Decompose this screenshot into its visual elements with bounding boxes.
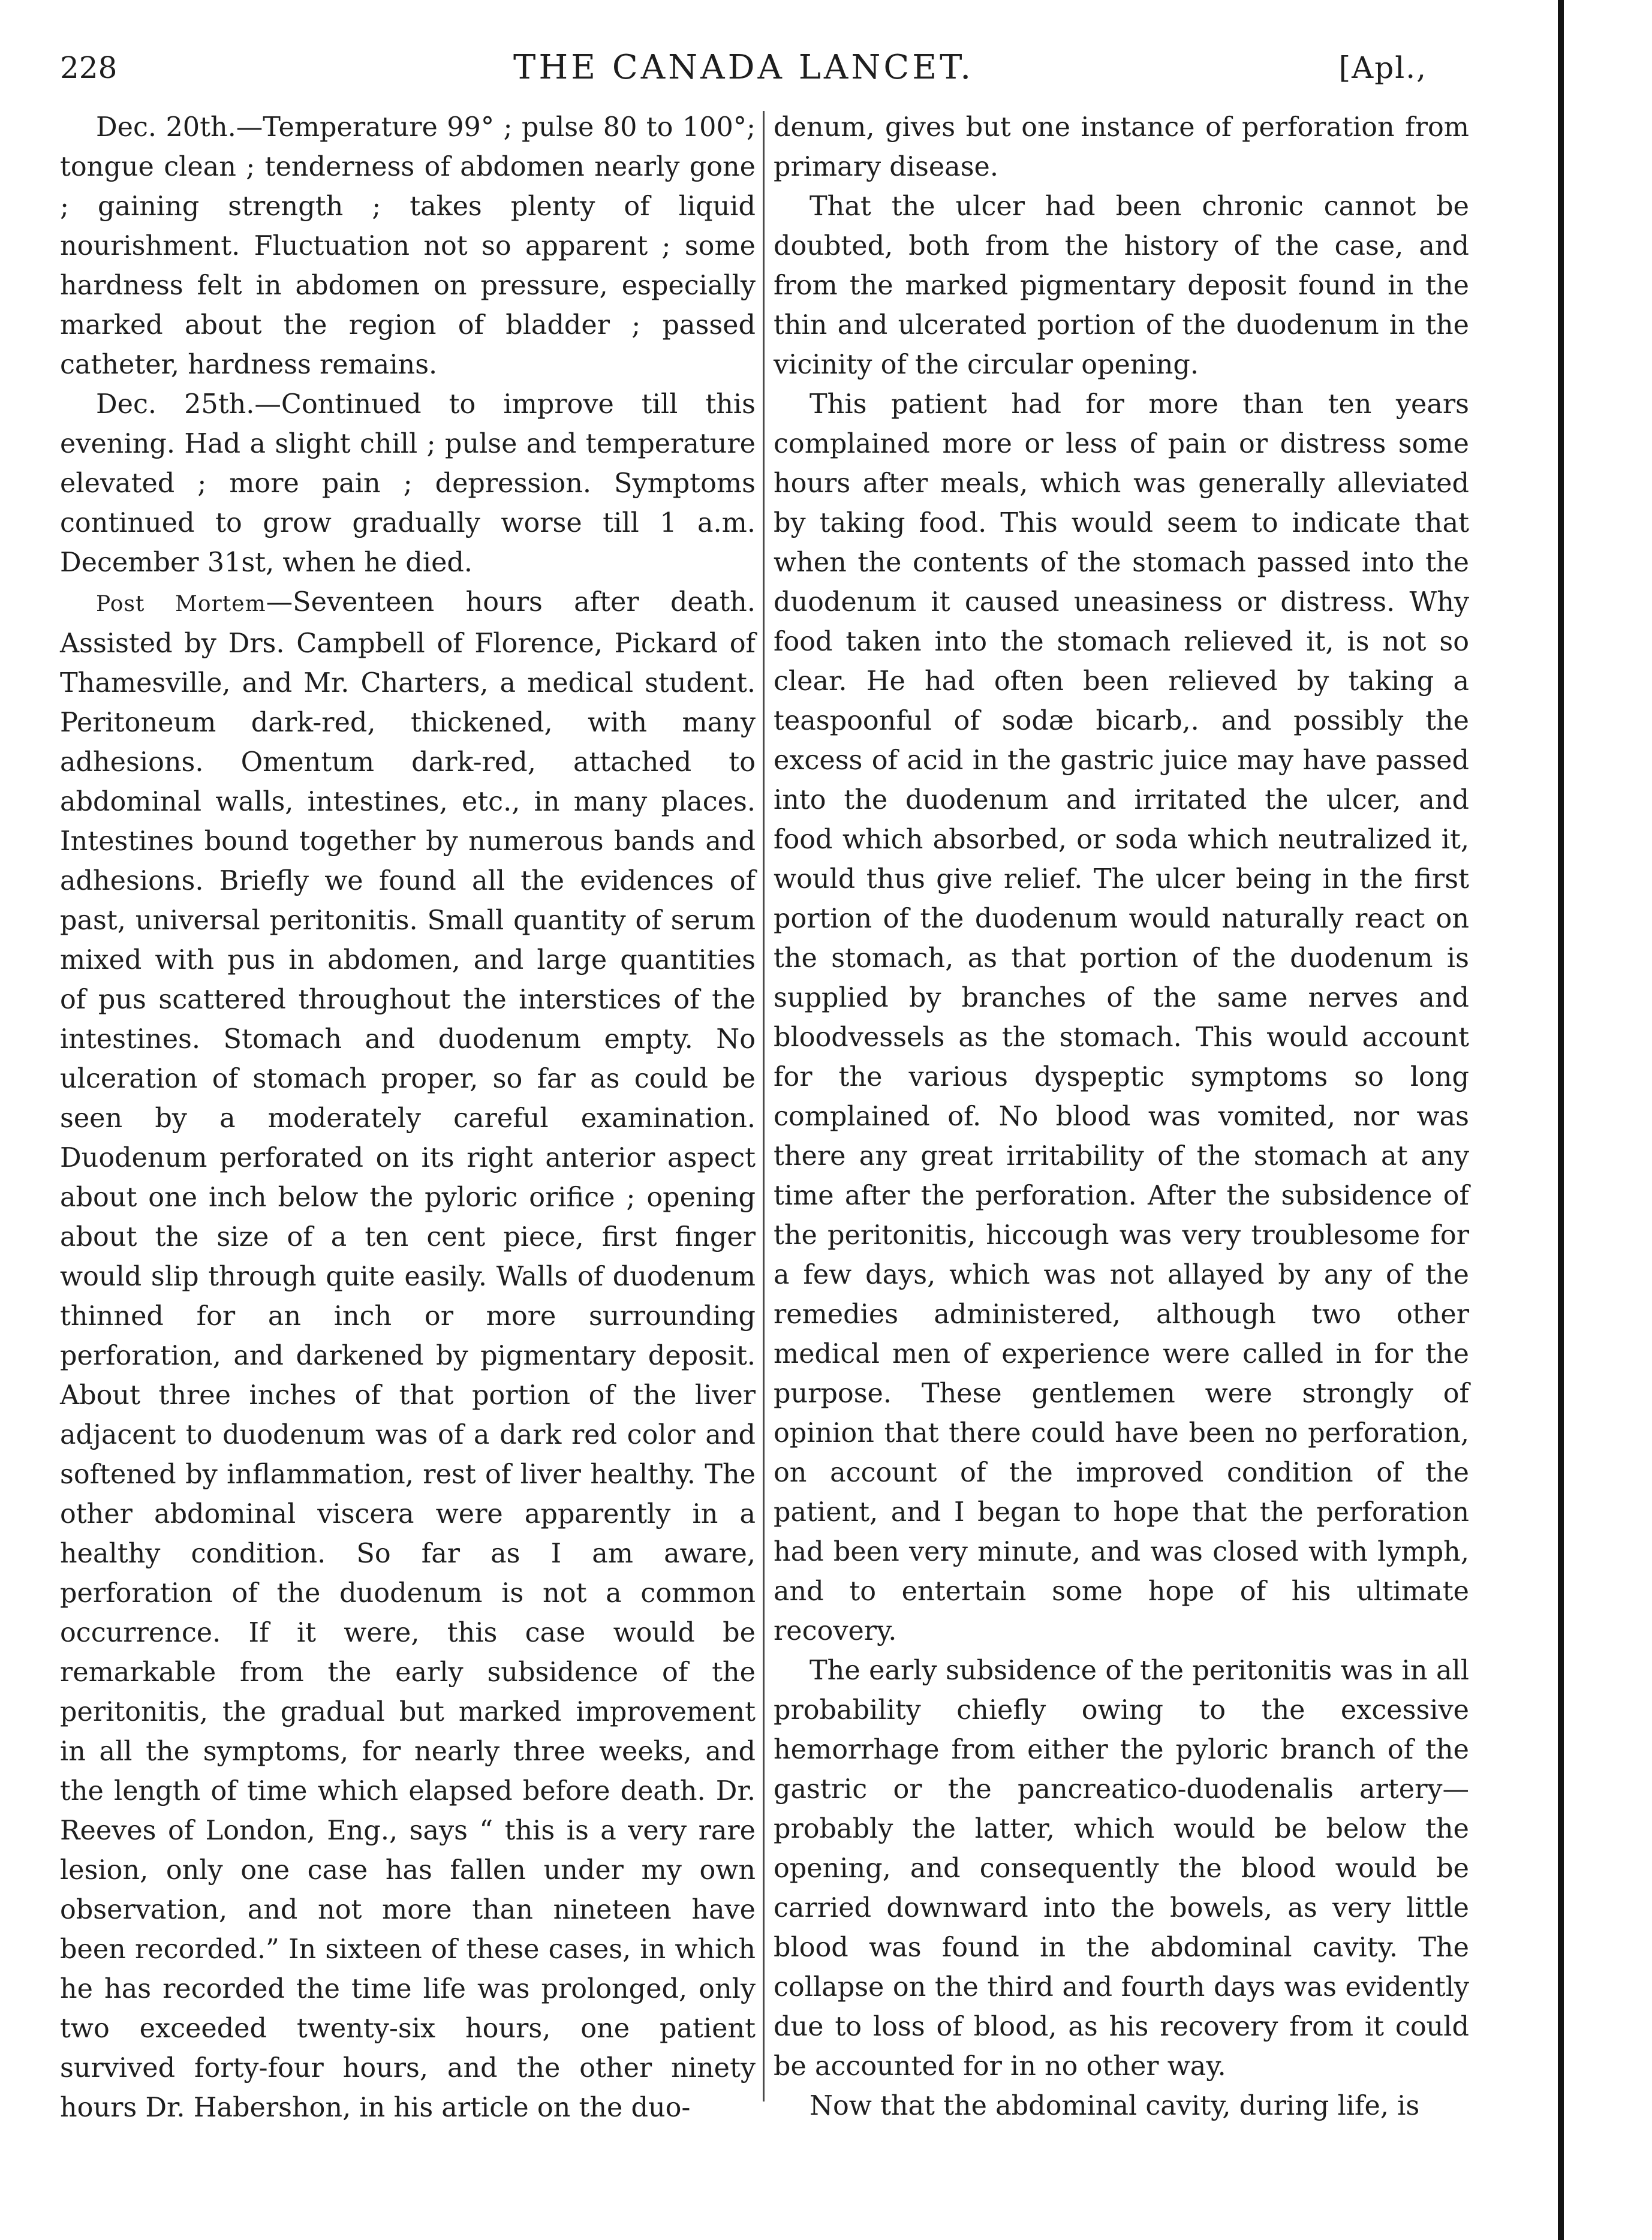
paragraph-final-line: Now that the abdominal cavity, during life, is [810,2091,1420,2121]
left-column [60,108,756,2128]
post-mortem-body: —Seventeen hours after death. Assisted by Drs. Campbell of Florence, Pickard of Thamesville, and Mr. Charters, a medical student. Peritoneum dark-red, thickened, with many adhesions. Omentum dark-red, attached to abdominal walls, intestines, etc., in many places. Intestines bound together by numerous bands and adhesions. Briefly we found all the evidences of past, universal peritonitis. Small quantity of serum mixed with pus in abdomen, and large quantities of pus scattered throughout the interstices of the intestines. Stomach and duodenum empty. No ulceration of stomach proper, so far as could be seen by a moderately careful examination. Duodenum perforated on its right anterior aspect about one inch below the pyloric orifice ; opening about the size of a ten cent piece, first finger would slip through quite easily. Walls of duodenum thinned for an inch or more surrounding perforation, and darkened by pigmentary deposit. About three inches of that portion of the liver adjacent to duodenum was of a dark red color and softened by inflammation, rest of liver healthy. The other abdominal viscera were apparently in a healthy condition. So far as I am aware, perforation of the duodenum is not a common occurrence. If it were, this case would be remarkable from the early subsidence of the peritonitis, the gradual but marked improvement in all the symptoms, for nearly three weeks, and the length of time which elapsed before death. Dr. Reeves of London, Eng., says “ this is a very rare lesion, only one case has fallen under my own observation, and not more than nineteen have been recorded.” In sixteen of these cases, in which he has recorded the time life was prolonged, only two exceeded twenty-six hours, one patient survived forty-four hours, and the other ninety hours Dr. Habershon, in his article on the duo- [60,587,756,2123]
paragraph-hemorrhage: The early subsidence of the peritonitis was in all probability chiefly owing to the excessive hemorrhage from either the pyloric branch of the gastric or the pancreatico-duodenalis artery—probably the latter, which would be below the opening, and consequently the blood would be carried downward into the bowels, as very little blood was found in the abdominal cavity. The collapse on the third and fourth days was evidently due to loss of blood, as his recovery from it could be accounted for in no other way. [774,1655,1469,2082]
scan-edge-bar [1558,0,1564,2240]
paragraph-patient-history: This patient had for more than ten years complained more or less of pain or distress some hours after meals, which was generally alleviated by taking food. This would seem to indicate that when the contents of the stomach passed into the duodenum it caused uneasiness or distress. Why food taken into the stomach relieved it, is not so clear. He had often been relieved by taking a teaspoonful of sodæ bicarb,. and possibly the excess of acid in the gastric juice may have passed into the duodenum and irritated the ulcer, and food which absorbed, or soda which neutralized it, would thus give relief. The ulcer being in the first portion of the duodenum would naturally react on the stomach, as that portion of the duodenum is supplied by branches of the same nerves and bloodvessels as the stomach. This would account for the various dyspeptic symptoms so long complained of. No blood was vomited, nor was there any great irritability of the stomach at any time after the perforation. After the subsidence of the peritonitis, hiccough was very troublesome for a few days, which was not allayed by any of the remedies administered, although two other medical men of experience were called in for the purpose. These gentlemen were strongly of opinion that there could have been no perforation, on account of the improved condition of the patient, and I began to hope that the perforation had been very minute, and was closed with lymph, and to entertain some hope of his ultimate recovery. [774,389,1469,1646]
paragraph-dec-20: Dec. 20th.—Temperature 99° ; pulse 80 to 100°; tongue clean ; tenderness of abdomen nearly gone ; gaining strength ; takes plenty of liquid nourishment. Fluctuation not so apparent ; some hardness felt in abdomen on pressure, especially marked about the region of bladder ; passed catheter, hardness remains. [60,112,756,380]
paragraph-post-mortem [60,583,756,2128]
journal-title: THE CANADA LANCET. [513,48,974,87]
paragraph-dec-25: Dec. 25th.—Continued to improve till this evening. Had a slight chill ; pulse and temperature elevated ; more pain ; depression. Symptoms continued to grow gradually worse till 1 a.m. December 31st, when he died. [60,389,756,578]
paragraph-continuation: denum, gives but one instance of perforation from primary disease. [774,112,1469,182]
post-mortem-heading: Post Mortem [96,592,266,616]
column-divider [763,111,765,2101]
right-column [774,108,1469,2126]
issue-month: [Apl., [1338,50,1427,85]
page-number: 228 [60,50,118,85]
paragraph-chronic-ulcer: That the ulcer had been chronic cannot be doubted, both from the history of the case, and from the marked pigmentary deposit found in the thin and ulcerated portion of the duodenum in the vicinity of the circular opening. [774,191,1469,380]
running-header [60,48,1427,102]
